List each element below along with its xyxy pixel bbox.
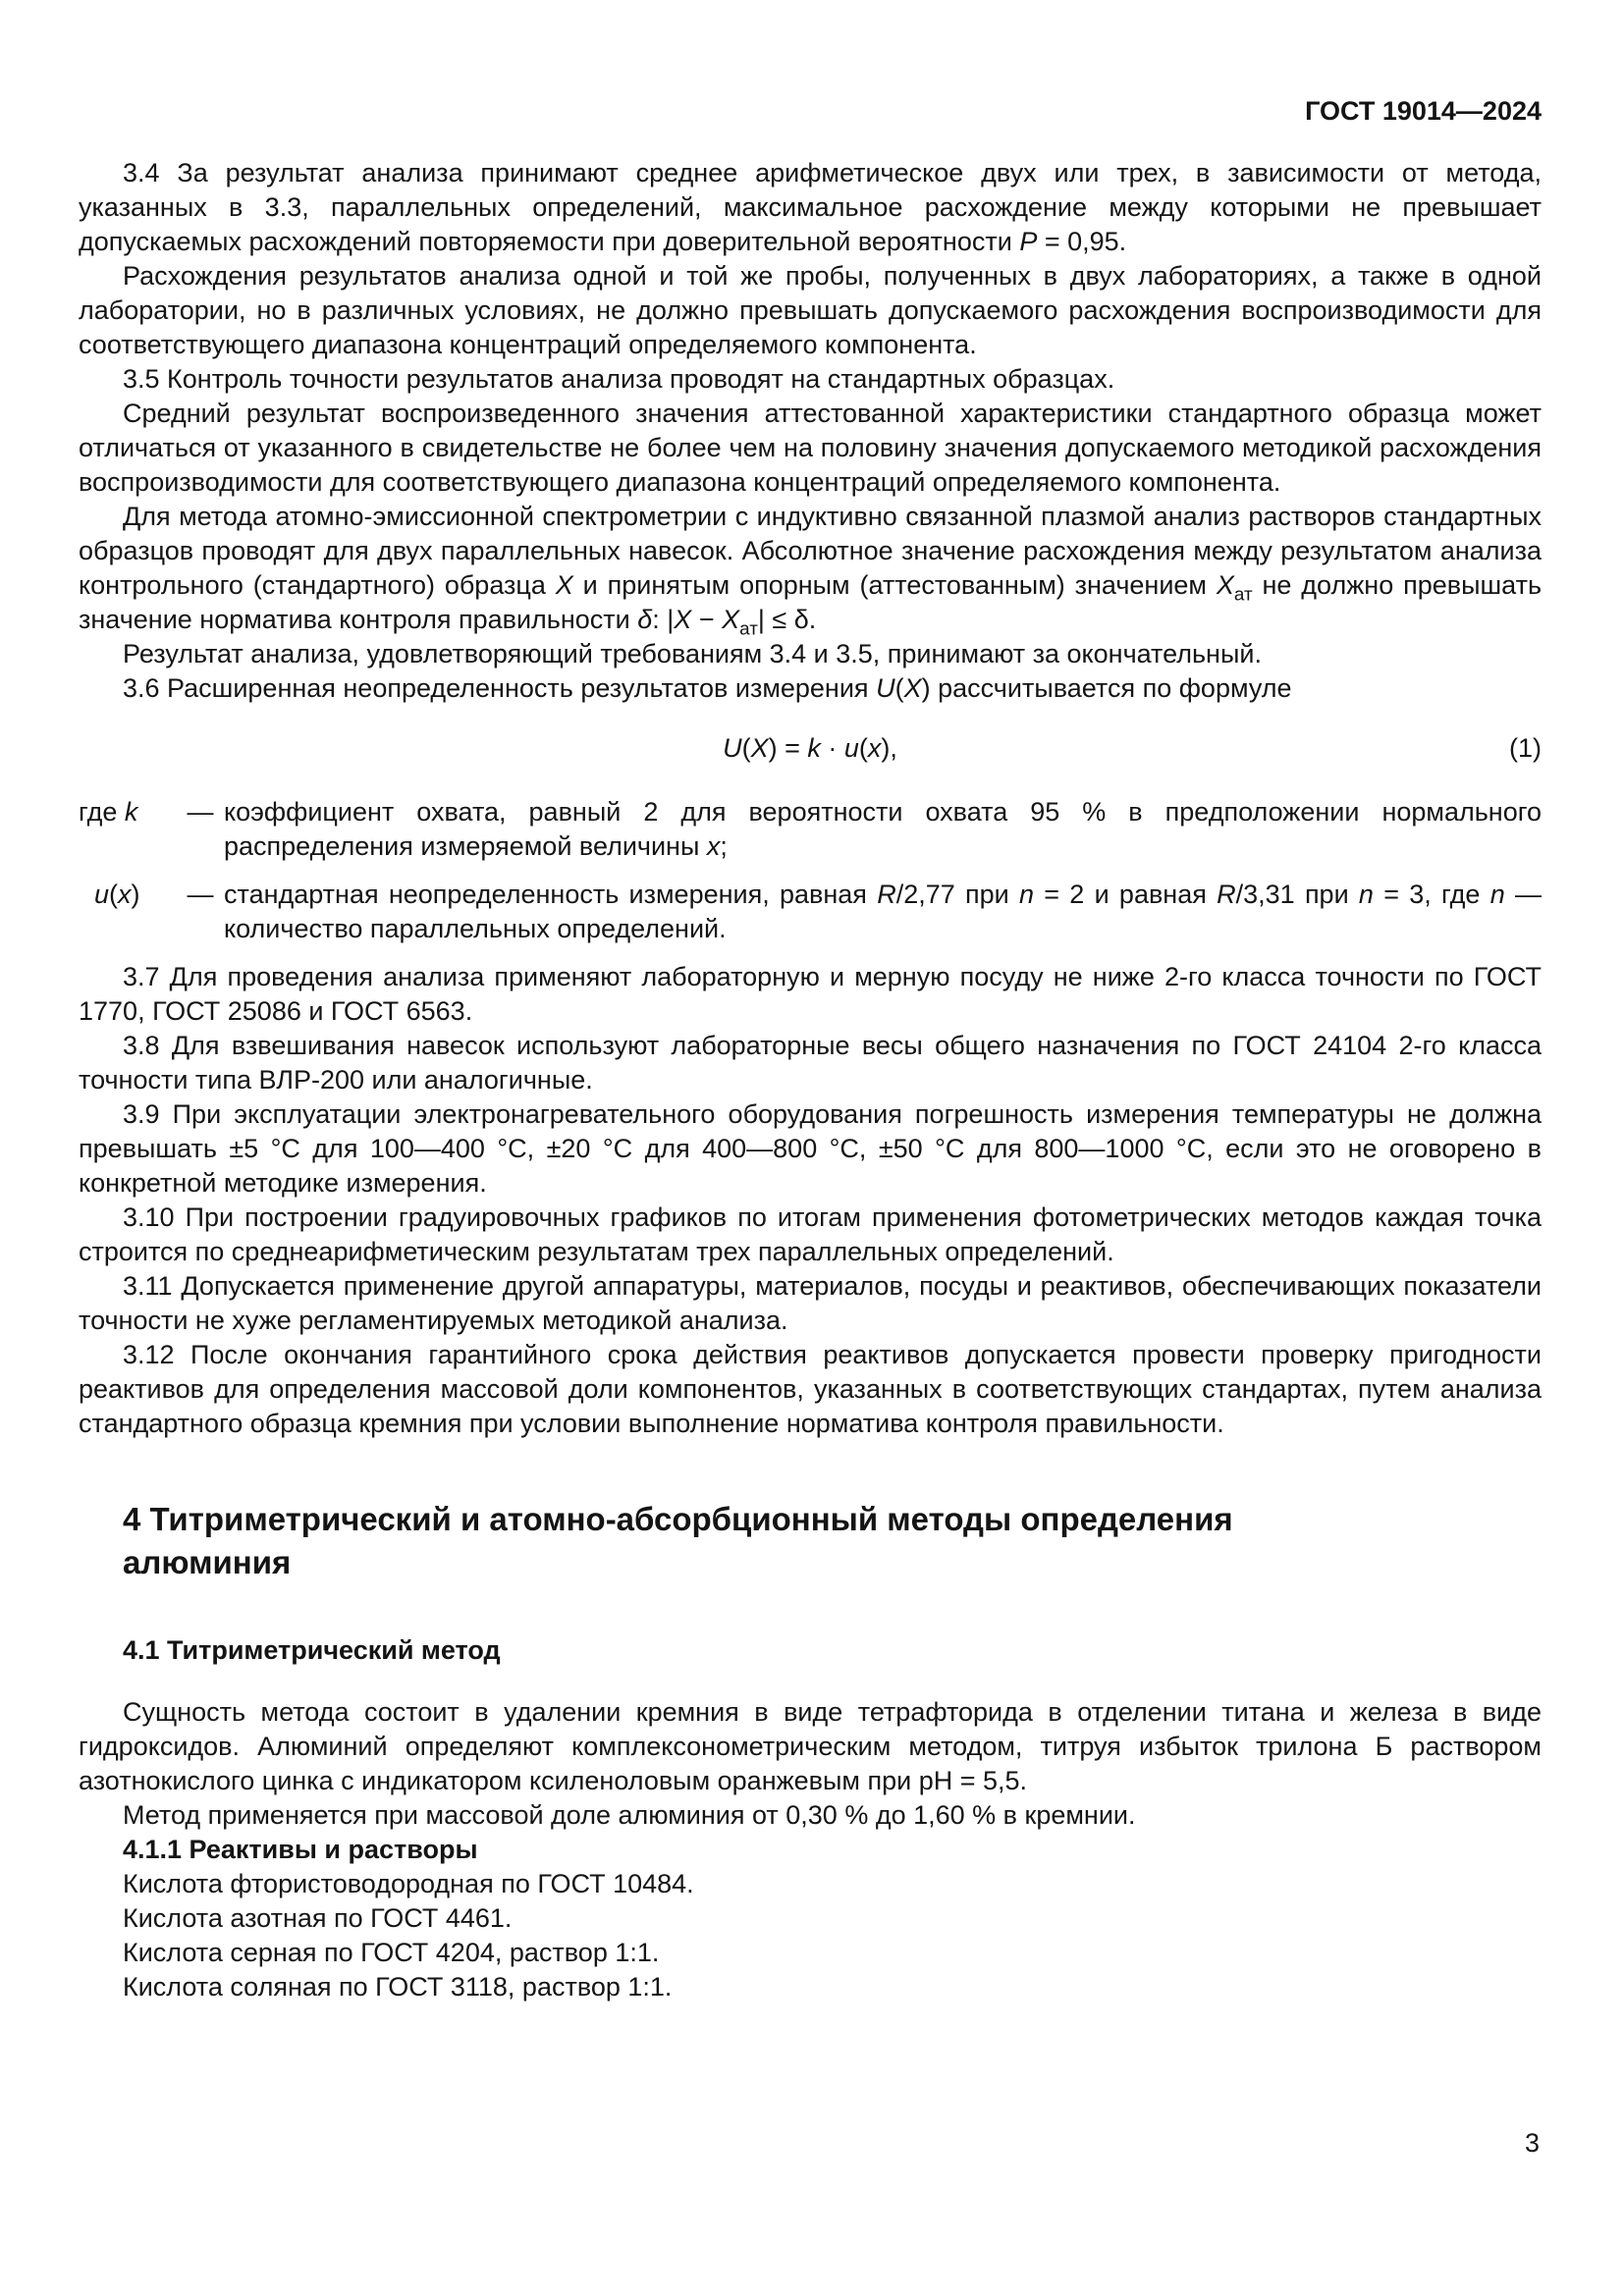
document-content — [79, 156, 1542, 2004]
standard-designation: ГОСТ 19014—2024 — [1305, 96, 1542, 126]
definition-term: где k — [79, 797, 138, 827]
paragraph: Сущность метода состоит в удалении кремния в виде тетрафторида в отделении титана и железа в виде гидроксидов. Алюминий определяют комплексонометрическим методом, титруя избыток трилона Б раствором азотнокислого цинка с индикатором ксиленоловым оранжевым при pH = 5,5. — [79, 1697, 1542, 1795]
paragraph: 3.11 Допускается применение другой аппаратуры, материалов, посуды и реактивов, обеспечивающих показатели точности не хуже регламентируемых методикой анализа. — [79, 1271, 1542, 1335]
paragraph: 3.8 Для взвешивания навесок используют лабораторные весы общего назначения по ГОСТ 24104 2-го класса точности типа ВЛР-200 или аналогичные. — [79, 1031, 1542, 1095]
definition-term: u(x) — [94, 880, 140, 909]
document-header — [79, 94, 1542, 129]
paragraph: 3.12 После окончания гарантийного срока действия реактивов допускается провести проверку пригодности реактивов для определения массовой доли компонентов, указанных в соответствующих стандартах, путем анализа стандартного образца кремния при условии выполнение норматива контроля правильности. — [79, 1340, 1542, 1438]
definition-text: коэффициент охвата, равный 2 для вероятности охвата 95 % в предположении нормального распределения измеряемой величины x; — [224, 797, 1542, 861]
paragraph: Для метода атомно-эмиссионной спектрометрии с индуктивно связанной плазмой анализ растворов стандартных образцов проводят для двух параллельных навесок. Абсолютное значение расхождения между результатом анализа контрольного (стандартного) образца X и принятым опорным (аттестованным) значением $X_{ат}$ не должно превышать значение норматива контроля правильности δ: $|X - X_{ат}| \le \delta$. — [79, 502, 1543, 640]
paragraph: Средний результат воспроизведенного значения аттестованной характеристики стандартного образца может отличаться от указанного в свидетельстве не более чем на половину значения допускаемого методикой расхождения воспроизводимости для соответствующего диапазона концентраций определяемого компонента. — [79, 399, 1542, 497]
formula-number: (1) — [1509, 733, 1542, 763]
section-heading: 4 Титриметрический и атомно-абсорбционный методы определения алюминия — [123, 1501, 1233, 1580]
formula — [79, 731, 1542, 766]
paragraph: Кислота азотная по ГОСТ 4461. — [123, 1903, 513, 1933]
formula-expression: U(X) = k · u(x), — [723, 733, 897, 763]
paragraph: Результат анализа, удовлетворяющий требованиям 3.4 и 3.5, принимают за окончательный. — [123, 639, 1262, 668]
paragraph: Кислота серная по ГОСТ 4204, раствор 1:1. — [123, 1938, 660, 1967]
definition — [79, 795, 1542, 864]
paragraph: Расхождения результатов анализа одной и той же пробы, полученных в двух лабораториях, а также в одной лаборатории, но в различных условиях, не должно превышать допускаемого расхождения воспроизводимости для соответствующего диапазона концентраций определяемого компонента. — [79, 261, 1542, 359]
paragraph: 3.5 Контроль точности результатов анализа проводят на стандартных образцах. — [123, 364, 1115, 394]
paragraph: Кислота соляная по ГОСТ 3118, раствор 1:1. — [123, 1972, 673, 2002]
definition-dash: — — [187, 880, 214, 909]
definition-text: стандартная неопределенность измерения, равная R/2,77 при n = 2 и равная R/3,31 при n = 3, где n — количество параллельных определений. — [224, 880, 1542, 943]
page-number: 3 — [1524, 2128, 1540, 2158]
paragraph: Кислота фтористоводородная по ГОСТ 10484. — [123, 1869, 694, 1898]
paragraph: 3.10 При построении градуировочных графиков по итогам применения фотометрических методов каждая точка строится по среднеарифметическим результатам трех параллельных определений. — [79, 1202, 1542, 1266]
paragraph: 3.9 При эксплуатации электронагревательного оборудования погрешность измерения температуры не должна превышать ±5 °С для 100—400 °С, ±20 °С для 400—800 °С, ±50 °С для 800—1000 °С, если это не оговорено в конкретной методике измерения. — [79, 1099, 1542, 1198]
clause-heading: 4.1.1 Реактивы и растворы — [123, 1835, 478, 1864]
definition-dash: — — [187, 797, 214, 827]
paragraph: 3.4 За результат анализа принимают среднее арифметическое двух или трех, в зависимости от метода, указанных в 3.3, параллельных определений, максимальное расхождение между которыми не превышает допускаемых расхождений повторяемости при доверительной вероятности P = 0,95. — [79, 158, 1542, 256]
definition — [79, 878, 1542, 946]
subsection-heading: 4.1 Титриметрический метод — [123, 1635, 501, 1665]
paragraph: 3.6 Расширенная неопределенность результатов измерения U(X) рассчитывается по формуле — [123, 673, 1292, 703]
paragraph: Метод применяется при массовой доле алюминия от 0,30 % до 1,60 % в кремнии. — [123, 1800, 1136, 1830]
paragraph: 3.7 Для проведения анализа применяют лабораторную и мерную посуду не ниже 2-го класса точности по ГОСТ 1770, ГОСТ 25086 и ГОСТ 6563. — [79, 962, 1542, 1026]
